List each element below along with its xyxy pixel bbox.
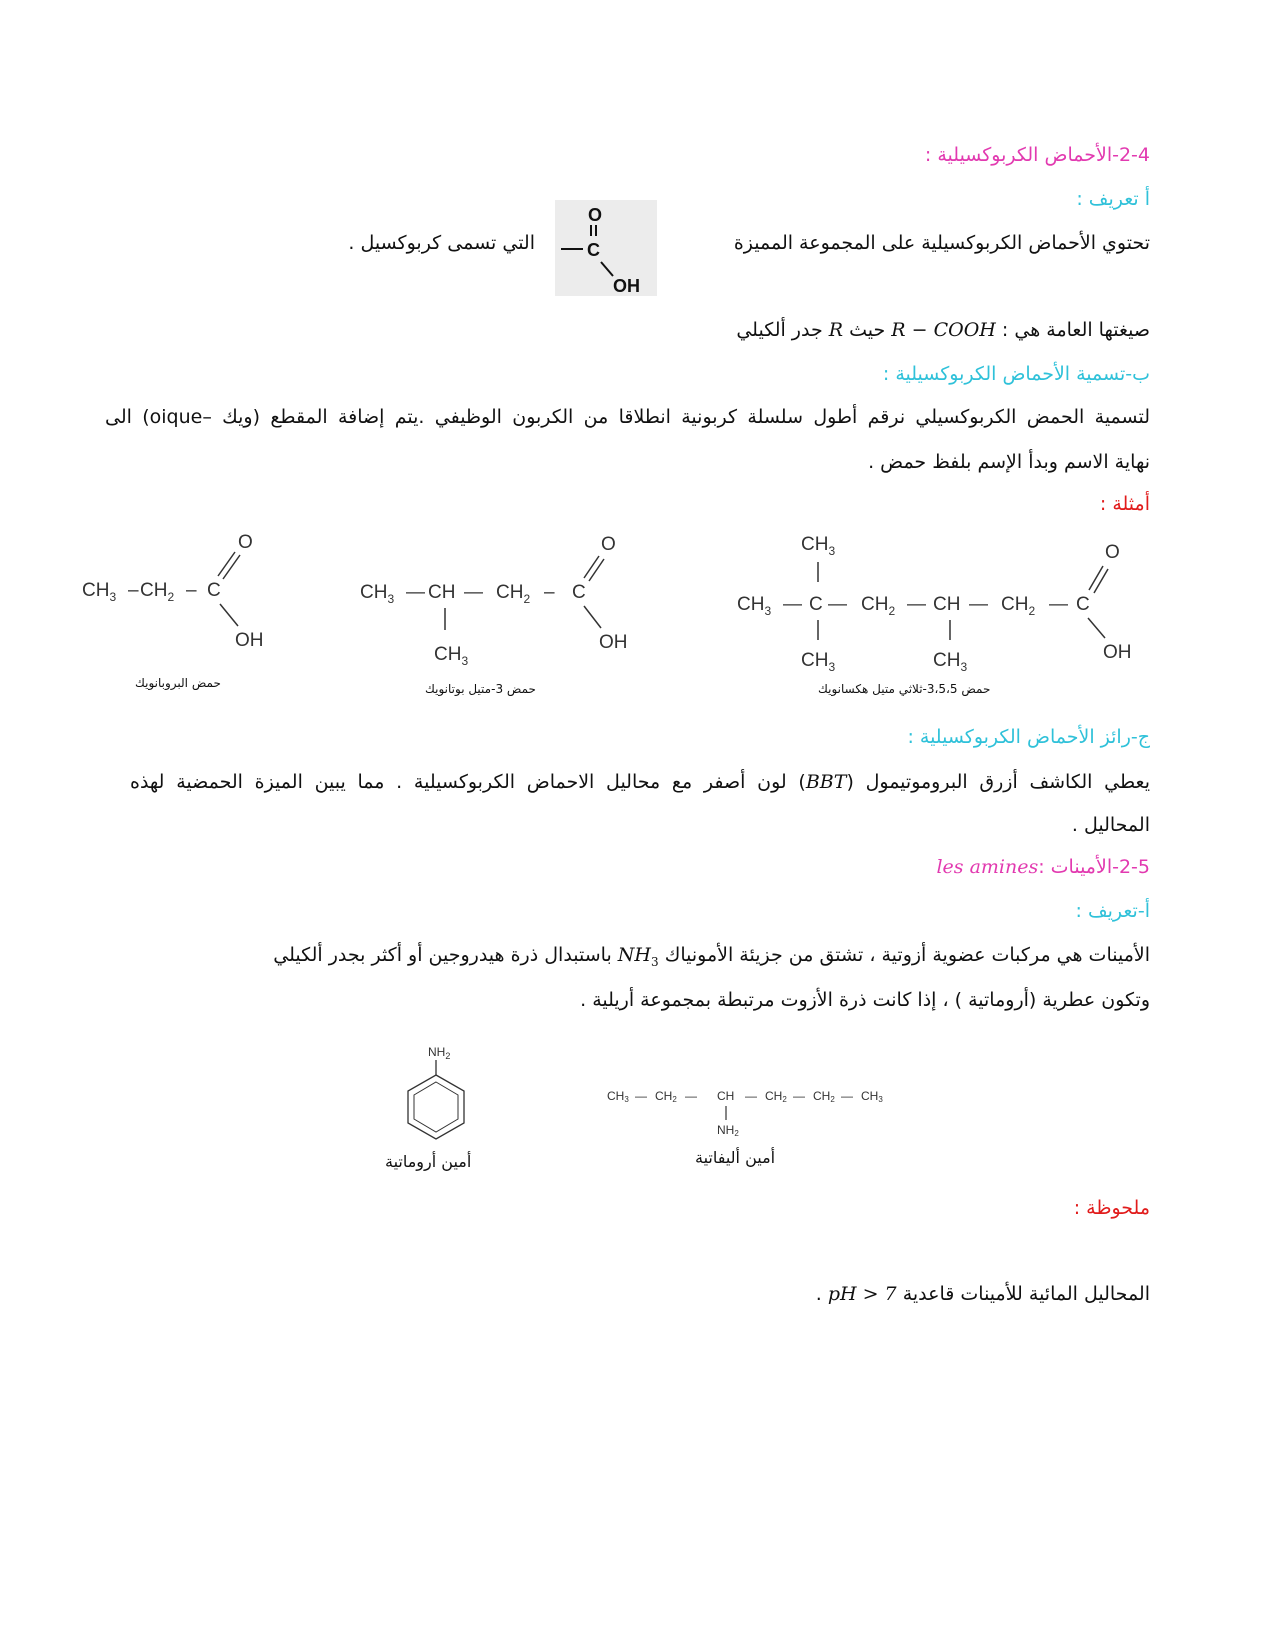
svg-text:C: C xyxy=(1076,594,1090,615)
svg-text:—: — xyxy=(685,1089,697,1103)
svg-text:—: — xyxy=(793,1089,805,1103)
svg-text:OH: OH xyxy=(235,630,264,651)
svg-text:NH2: $NH_2$ xyxy=(428,1045,451,1061)
naming-heading: ب-تسمية الأحماض الكربوكسيلية : xyxy=(882,363,1150,385)
naming-text-line1: لتسمية الحمض الكربوكسيلي نرقم أطول سلسلة كربونية انطلاقا من الكربون الوظيفي .يتم إضافة المقطع (ويك –oique) الى xyxy=(105,406,1151,428)
general-formula-text: صيغتها العامة هي : xyxy=(1001,319,1150,341)
svg-text:CH2: CH2 xyxy=(765,1089,787,1104)
example2-name: حمض 3-متيل بوتانويك xyxy=(425,682,536,696)
aromatic-amine-structure xyxy=(392,1040,482,1160)
general-formula-where: حيث xyxy=(849,319,886,341)
methylbutanoic-acid-structure xyxy=(356,530,646,672)
svg-text:CH3: $CH_3$ xyxy=(801,534,836,558)
carboxyl-o: O xyxy=(588,205,603,225)
aliphatic-amine-label: أمين أليفاتية xyxy=(695,1148,776,1167)
svg-text:—: — xyxy=(1049,594,1068,615)
svg-text:CH3: $CH_3$ xyxy=(933,650,968,674)
svg-text:CH3: $CH_3$ xyxy=(434,644,469,668)
svg-text:OH: OH xyxy=(1103,642,1132,663)
svg-text:CH3: $CH_3$ xyxy=(737,594,772,618)
test-text-line1: يعطي الكاشف أزرق البروموتيمول (BBT) لون أصفر مع محاليل الاحماض الكربوكسيلية . مما يبين الميزة الحمضية لهذه xyxy=(130,771,1150,793)
svg-text:CH3: $CH_3$ xyxy=(360,582,395,606)
test-heading: ج-رائز الأحماض الكربوكسيلية : xyxy=(907,726,1150,748)
note-heading: ملحوظة : xyxy=(1073,1197,1150,1219)
svg-text:OH: OH xyxy=(599,632,628,653)
general-formula-r: R xyxy=(828,319,844,341)
definition-text-part2: التي تسمى كربوكسيل . xyxy=(348,232,535,254)
svg-text:—: — xyxy=(406,582,425,603)
carboxyl-c: C xyxy=(587,240,600,260)
general-formula-alkyl: جدر ألكيلي xyxy=(736,319,823,341)
svg-text:CH2: $CH_2$ xyxy=(140,580,175,604)
general-formula-expr: R − COOH xyxy=(891,319,996,341)
section-title-carboxylic: 2-4-الأحماض الكربوكسيلية : xyxy=(924,144,1150,166)
svg-text:CH2: $CH_2$ xyxy=(496,582,531,606)
amines-definition-line2: وتكون عطرية (أروماتية ) ، إذا كانت ذرة الأزوت مرتبطة بمجموعة أريلية . xyxy=(580,989,1150,1011)
svg-text:O: O xyxy=(601,534,616,555)
amines-definition-line1: الأمينات هي مركبات عضوية أزوتية ، تشتق من جزيئة الأمونياك $NH_3$ باستبدال ذرة هيدروجين أو أكثر بجدر ألكيلي xyxy=(273,944,1150,969)
svg-text:CH2: $CH_2$ xyxy=(861,594,896,618)
svg-text:—: — xyxy=(783,594,802,615)
carboxyl-group-structure xyxy=(555,200,657,296)
svg-text:—: — xyxy=(745,1089,757,1103)
svg-text:C: C xyxy=(809,594,823,615)
svg-text:CH3: CH3 xyxy=(861,1089,883,1104)
naming-text-line2: نهاية الاسم وبدأ الإسم بلفظ حمض . xyxy=(868,451,1150,473)
svg-text:—: — xyxy=(841,1089,853,1103)
carboxyl-oh: OH xyxy=(613,276,640,296)
svg-text:CH: CH xyxy=(428,582,456,603)
note-text: المحاليل المائية للأمينات قاعدية pH > 7 . xyxy=(815,1283,1150,1305)
svg-text:CH2: CH2 xyxy=(813,1089,835,1104)
svg-text:O: O xyxy=(238,532,253,553)
svg-text:CH2: $CH_2$ xyxy=(1001,594,1036,618)
svg-text:CH3: $CH_3$ xyxy=(82,580,117,604)
svg-text:—: — xyxy=(969,594,988,615)
example1-name: حمض البروبانويك xyxy=(135,676,221,690)
test-text-line2: المحاليل . xyxy=(1071,814,1150,836)
svg-text:–: – xyxy=(544,582,555,603)
svg-text:NH2: NH2 xyxy=(717,1123,739,1138)
example3-name: حمض 3،5،5-ثلاثي متيل هكسانويك xyxy=(818,682,991,696)
svg-text:—: — xyxy=(907,594,926,615)
svg-text:CH: CH xyxy=(933,594,961,615)
svg-text:C: C xyxy=(207,580,221,601)
general-formula xyxy=(736,316,1150,344)
aliphatic-amine-structure xyxy=(605,1082,915,1142)
svg-text:—: — xyxy=(635,1089,647,1103)
definition-text-part1: تحتوي الأحماض الكربوكسيلية على المجموعة المميزة xyxy=(733,232,1150,254)
examples-heading: أمثلة : xyxy=(1099,493,1150,515)
trimethylhexanoic-acid-structure xyxy=(733,528,1143,683)
svg-text:—: — xyxy=(828,594,847,615)
svg-text:O: O xyxy=(1105,542,1120,563)
svg-text:CH: CH xyxy=(717,1089,735,1103)
svg-text:–: – xyxy=(186,580,197,601)
amines-definition-heading: أ-تعريف : xyxy=(1075,900,1150,922)
svg-text:—: — xyxy=(464,582,483,603)
aromatic-amine-label: أمين أروماتية xyxy=(385,1152,472,1171)
section-title-amines: 2-5-الأمينات :les amines xyxy=(936,856,1150,878)
definition-heading: أ تعريف : xyxy=(1076,188,1150,210)
propanoic-acid-structure xyxy=(78,530,288,660)
svg-text:CH3: $CH_3$ xyxy=(801,650,836,674)
svg-text:CH2: CH2 xyxy=(655,1089,677,1104)
svg-text:–: – xyxy=(128,580,139,601)
svg-text:C: C xyxy=(572,582,586,603)
svg-text:CH3: CH3 xyxy=(607,1089,629,1104)
